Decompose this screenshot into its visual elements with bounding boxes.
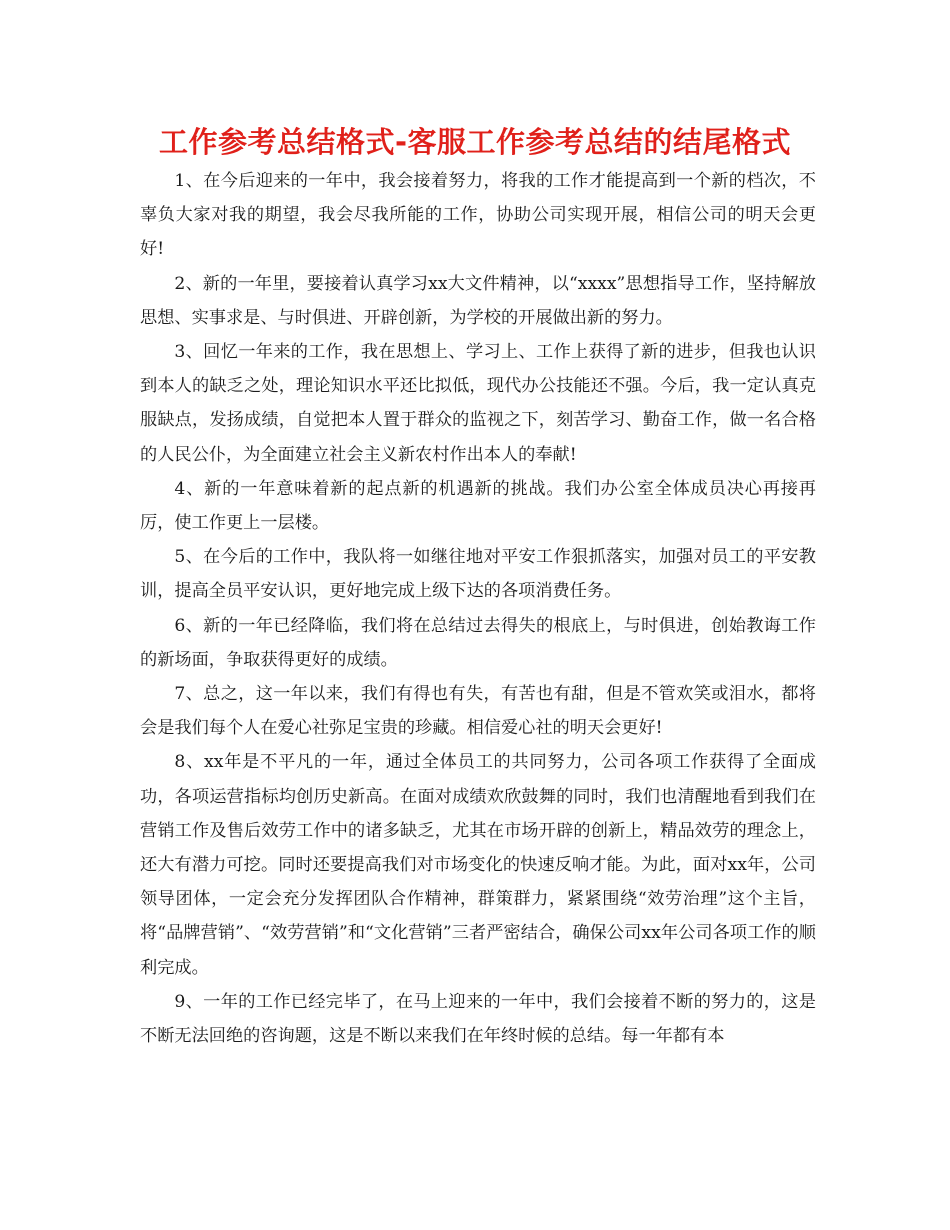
paragraph-8: 8、xx年是不平凡的一年，通过全体员工的共同努力，公司各项工作获得了全面成功，各项运营指标均创历史新高。在面对成绩欢欣鼓舞的同时，我们也清醒地看到我们在营销工作及售后效劳工作中的诸多缺乏，尤其在市场开辟的创新上，精品效劳的理念上，还大有潜力可挖。同时还要提高我们对市场变化的快速反响才能。为此，面对xx年，公司领导团体，一定会充分发挥团队合作精神，群策群力，紧紧围绕“效劳治理”这个主旨，将“品牌营销”、“效劳营销”和“文化营销”三者严密结合，确保公司xx年公司各项工作的顺利完成。 — [140, 752, 816, 978]
paragraph-1: 1、在今后迎来的一年中，我会接着努力，将我的工作才能提高到一个新的档次，不辜负大家对我的期望，我会尽我所能的工作，协助公司实现开展，相信公司的明天会更好! — [140, 171, 816, 260]
paragraph-5: 5、在今后的工作中，我队将一如继往地对平安工作狠抓落实，加强对员工的平安教训，提高全员平安认识，更好地完成上级下达的各项消费任务。 — [140, 547, 816, 602]
paragraph-9: 9、一年的工作已经完毕了，在马上迎来的一年中，我们会接着不断的努力的，这是不断无法回绝的咨询题，这是不断以来我们在年终时候的总结。每一年都有本 — [140, 991, 816, 1047]
paragraph-4: 4、新的一年意味着新的起点新的机遇新的挑战。我们办公室全体成员决心再接再厉，使工作更上一层楼。 — [140, 478, 816, 534]
paragraph-6: 6、新的一年已经降临，我们将在总结过去得失的根底上，与时俱进，创始教诲工作的新场面，争取获得更好的成绩。 — [140, 615, 816, 670]
document-body — [140, 164, 816, 1053]
paragraph-2: 2、新的一年里，要接着认真学习xx大文件精神，以“xxxx”思想指导工作，坚持解放思想、实事求是、与时俱进、开辟创新，为学校的开展做出新的努力。 — [140, 273, 816, 328]
paragraph-7: 7、总之，这一年以来，我们有得也有失，有苦也有甜，但是不管欢笑或泪水，都将会是我们每个人在爱心社弥足宝贵的珍藏。相信爱心社的明天会更好! — [140, 684, 816, 739]
paragraph-3: 3、回忆一年来的工作，我在思想上、学习上、工作上获得了新的进步，但我也认识到本人的缺乏之处，理论知识水平还比拟低，现代办公技能还不强。今后，我一定认真克服缺点，发扬成绩，自觉把本人置于群众的监视之下，刻苦学习、勤奋工作，做一名合格的人民公仆，为全面建立社会主义新农村作出本人的奉献! — [140, 342, 816, 465]
document-title: 工作参考总结格式-客服工作参考总结的结尾格式 — [158, 125, 792, 159]
